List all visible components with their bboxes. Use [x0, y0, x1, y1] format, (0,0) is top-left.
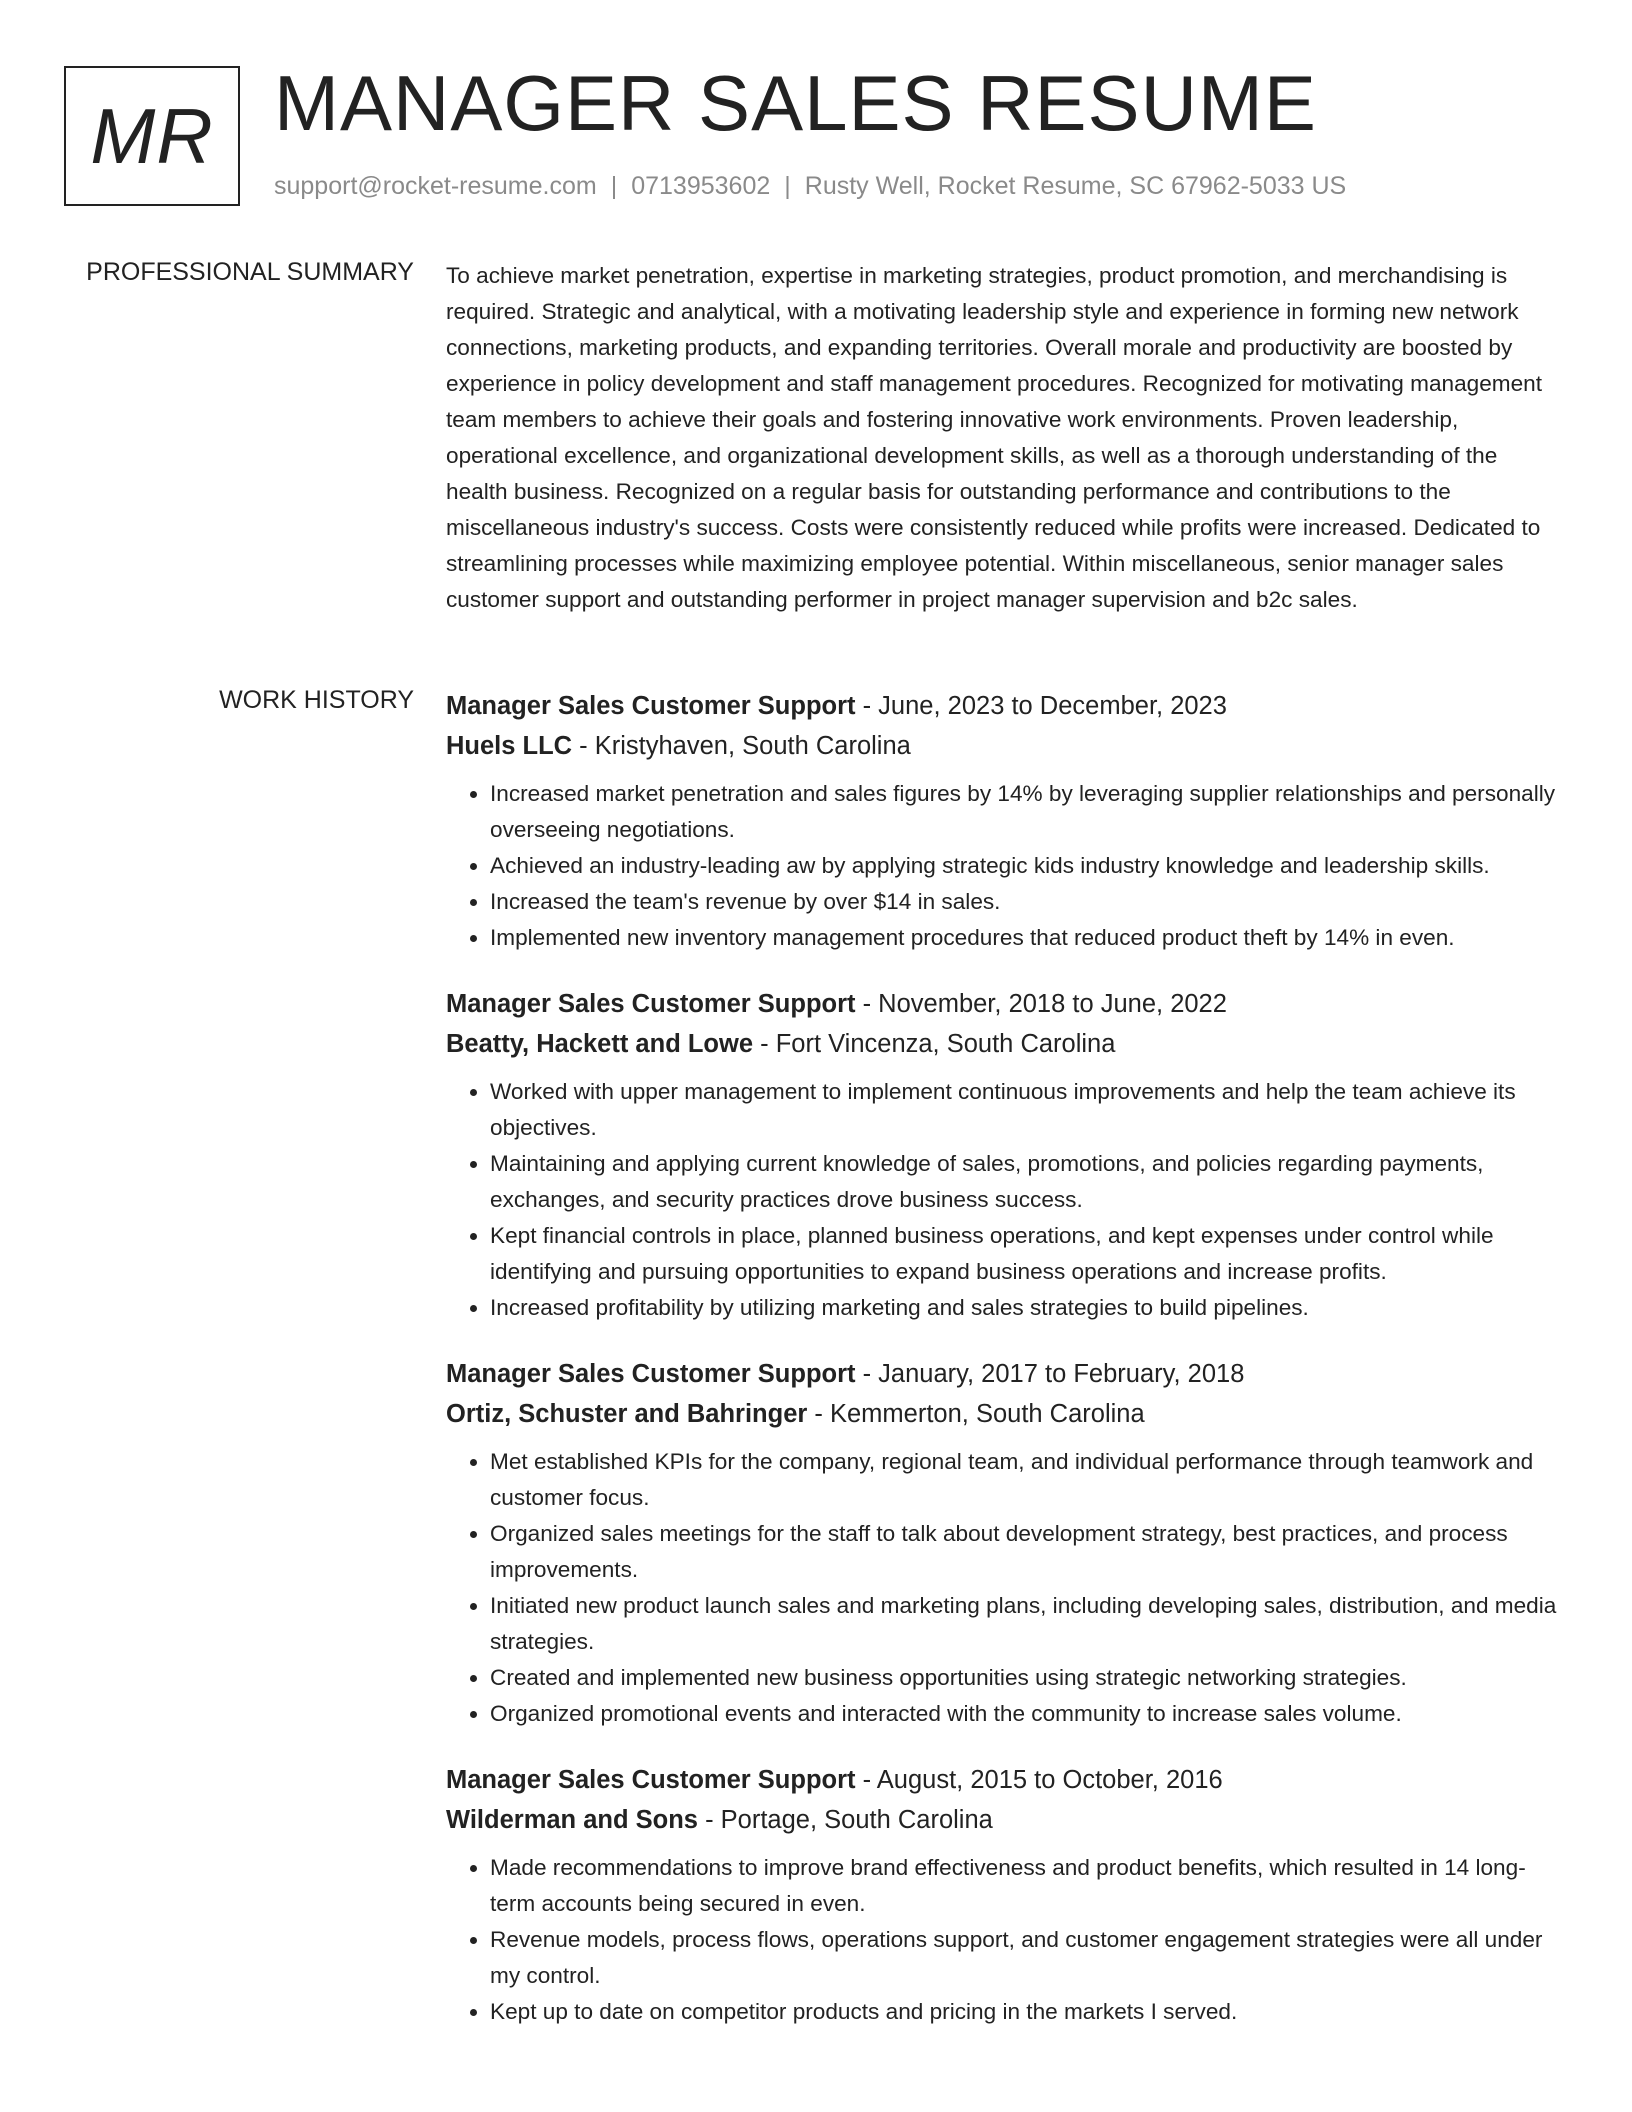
job-bullets — [446, 1850, 1566, 2030]
job-company-line — [446, 1800, 1566, 1840]
job-company: Huels LLC — [446, 732, 573, 760]
job-title-line — [446, 686, 1566, 726]
job-bullet: • Created and implemented new business opportunities using strategic networking strategies. — [490, 1660, 1566, 1696]
job-company-line — [446, 1394, 1566, 1434]
job-title: Manager Sales Customer Support — [446, 1360, 856, 1388]
job-location: - Portage, South Carolina — [697, 1806, 993, 1834]
monogram — [64, 66, 240, 206]
job-bullet: • Made recommendations to improve brand effectiveness and product benefits, which resulted in 14 long-term accounts being secured in even. — [490, 1850, 1566, 1922]
job-title: Manager Sales Customer Support — [446, 1766, 856, 1794]
contact-email: support@rocket-resume.com — [274, 172, 597, 200]
summary-section-label: PROFESSIONAL SUMMARY — [86, 258, 414, 286]
job-title-line — [446, 1354, 1566, 1394]
job-location: - Fort Vincenza, South Carolina — [753, 1030, 1116, 1058]
job-company-line — [446, 726, 1566, 766]
job-bullet: • Worked with upper management to implement continuous improvements and help the team achieve its objectives. — [490, 1074, 1566, 1146]
job-bullets — [446, 776, 1566, 956]
job-location: - Kemmerton, South Carolina — [807, 1400, 1145, 1428]
monogram-initials: MR — [90, 91, 214, 180]
job-location: - Kristyhaven, South Carolina — [572, 732, 911, 760]
work-section-label: WORK HISTORY — [219, 686, 414, 714]
work-history — [446, 686, 1566, 2058]
job-entry — [446, 984, 1566, 1326]
job-bullet: • Maintaining and applying current knowledge of sales, promotions, and policies regarding payments, exchanges, and security practices drove business success. — [490, 1146, 1566, 1218]
job-bullet: • Increased profitability by utilizing marketing and sales strategies to build pipelines. — [490, 1290, 1566, 1326]
job-bullet: • Organized sales meetings for the staff to talk about development strategy, best practices, and process improvements. — [490, 1516, 1566, 1588]
job-title: Manager Sales Customer Support — [446, 990, 856, 1018]
job-bullet: • Initiated new product launch sales and marketing plans, including developing sales, distribution, and media strategies. — [490, 1588, 1566, 1660]
job-bullet: • Kept financial controls in place, planned business operations, and kept expenses under control while identifying and pursuing opportunities to expand business operations and increase profits. — [490, 1218, 1566, 1290]
contact-phone: 0713953602 — [631, 172, 771, 200]
job-entry — [446, 686, 1566, 956]
job-bullet: • Organized promotional events and interacted with the community to increase sales volume. — [490, 1696, 1566, 1732]
job-dates: - November, 2018 to June, 2022 — [855, 990, 1227, 1018]
job-company: Wilderman and Sons — [446, 1806, 698, 1834]
job-entry — [446, 1354, 1566, 1732]
job-bullets — [446, 1074, 1566, 1326]
job-dates: - June, 2023 to December, 2023 — [855, 692, 1227, 720]
summary-text: To achieve market penetration, expertise in marketing strategies, product promotion, and merchandising is required. Strategic and analytical, with a motivating leadership style and experience in forming new network connections, marketing products, and expanding territories. Overall morale and productivity are boosted by experience in policy development and staff management procedures. Recognized for motivating management team members to achieve their goals and fostering innovative work environments. Proven leadership, operational excellence, and organizational development skills, as well as a thorough understanding of the health business. Recognized on a regular basis for outstanding performance and contributions to the miscellaneous industry's success. Costs were consistently reduced while profits were increased. Dedicated to streamlining processes while maximizing employee potential. Within miscellaneous, senior manager sales customer support and outstanding performer in project manager supervision and b2c sales. — [446, 263, 1543, 612]
job-company: Ortiz, Schuster and Bahringer — [446, 1400, 808, 1428]
job-bullet: • Increased the team's revenue by over $14 in sales. — [490, 884, 1566, 920]
job-title-line — [446, 984, 1566, 1024]
job-dates: - January, 2017 to February, 2018 — [855, 1360, 1245, 1388]
job-bullet: • Revenue models, process flows, operations support, and customer engagement strategies were all under my control. — [490, 1922, 1566, 1994]
contact-separator: | — [610, 172, 618, 200]
job-company-line — [446, 1024, 1566, 1064]
job-bullet: • Increased market penetration and sales figures by 14% by leveraging supplier relationships and personally overseeing negotiations. — [490, 776, 1566, 848]
contact-line — [274, 172, 1346, 201]
job-bullet: • Achieved an industry-leading aw by applying strategic kids industry knowledge and leadership skills. — [490, 848, 1566, 884]
contact-separator: | — [784, 172, 791, 200]
job-company: Beatty, Hackett and Lowe — [446, 1030, 754, 1058]
job-title: Manager Sales Customer Support — [446, 692, 856, 720]
job-bullet: • Implemented new inventory management procedures that reduced product theft by 14% in even. — [490, 920, 1566, 956]
contact-address: Rusty Well, Rocket Resume, SC 67962-5033 US — [804, 172, 1347, 200]
job-title-line — [446, 1760, 1566, 1800]
job-entry — [446, 1760, 1566, 2030]
job-dates: - August, 2015 to October, 2016 — [855, 1766, 1223, 1794]
job-bullets — [446, 1444, 1566, 1732]
resume-title: MANAGER SALES RESUME — [274, 59, 1317, 147]
job-bullet: • Met established KPIs for the company, regional team, and individual performance through teamwork and customer focus. — [490, 1444, 1566, 1516]
job-bullet: • Kept up to date on competitor products and pricing in the markets I served. — [490, 1994, 1566, 2030]
